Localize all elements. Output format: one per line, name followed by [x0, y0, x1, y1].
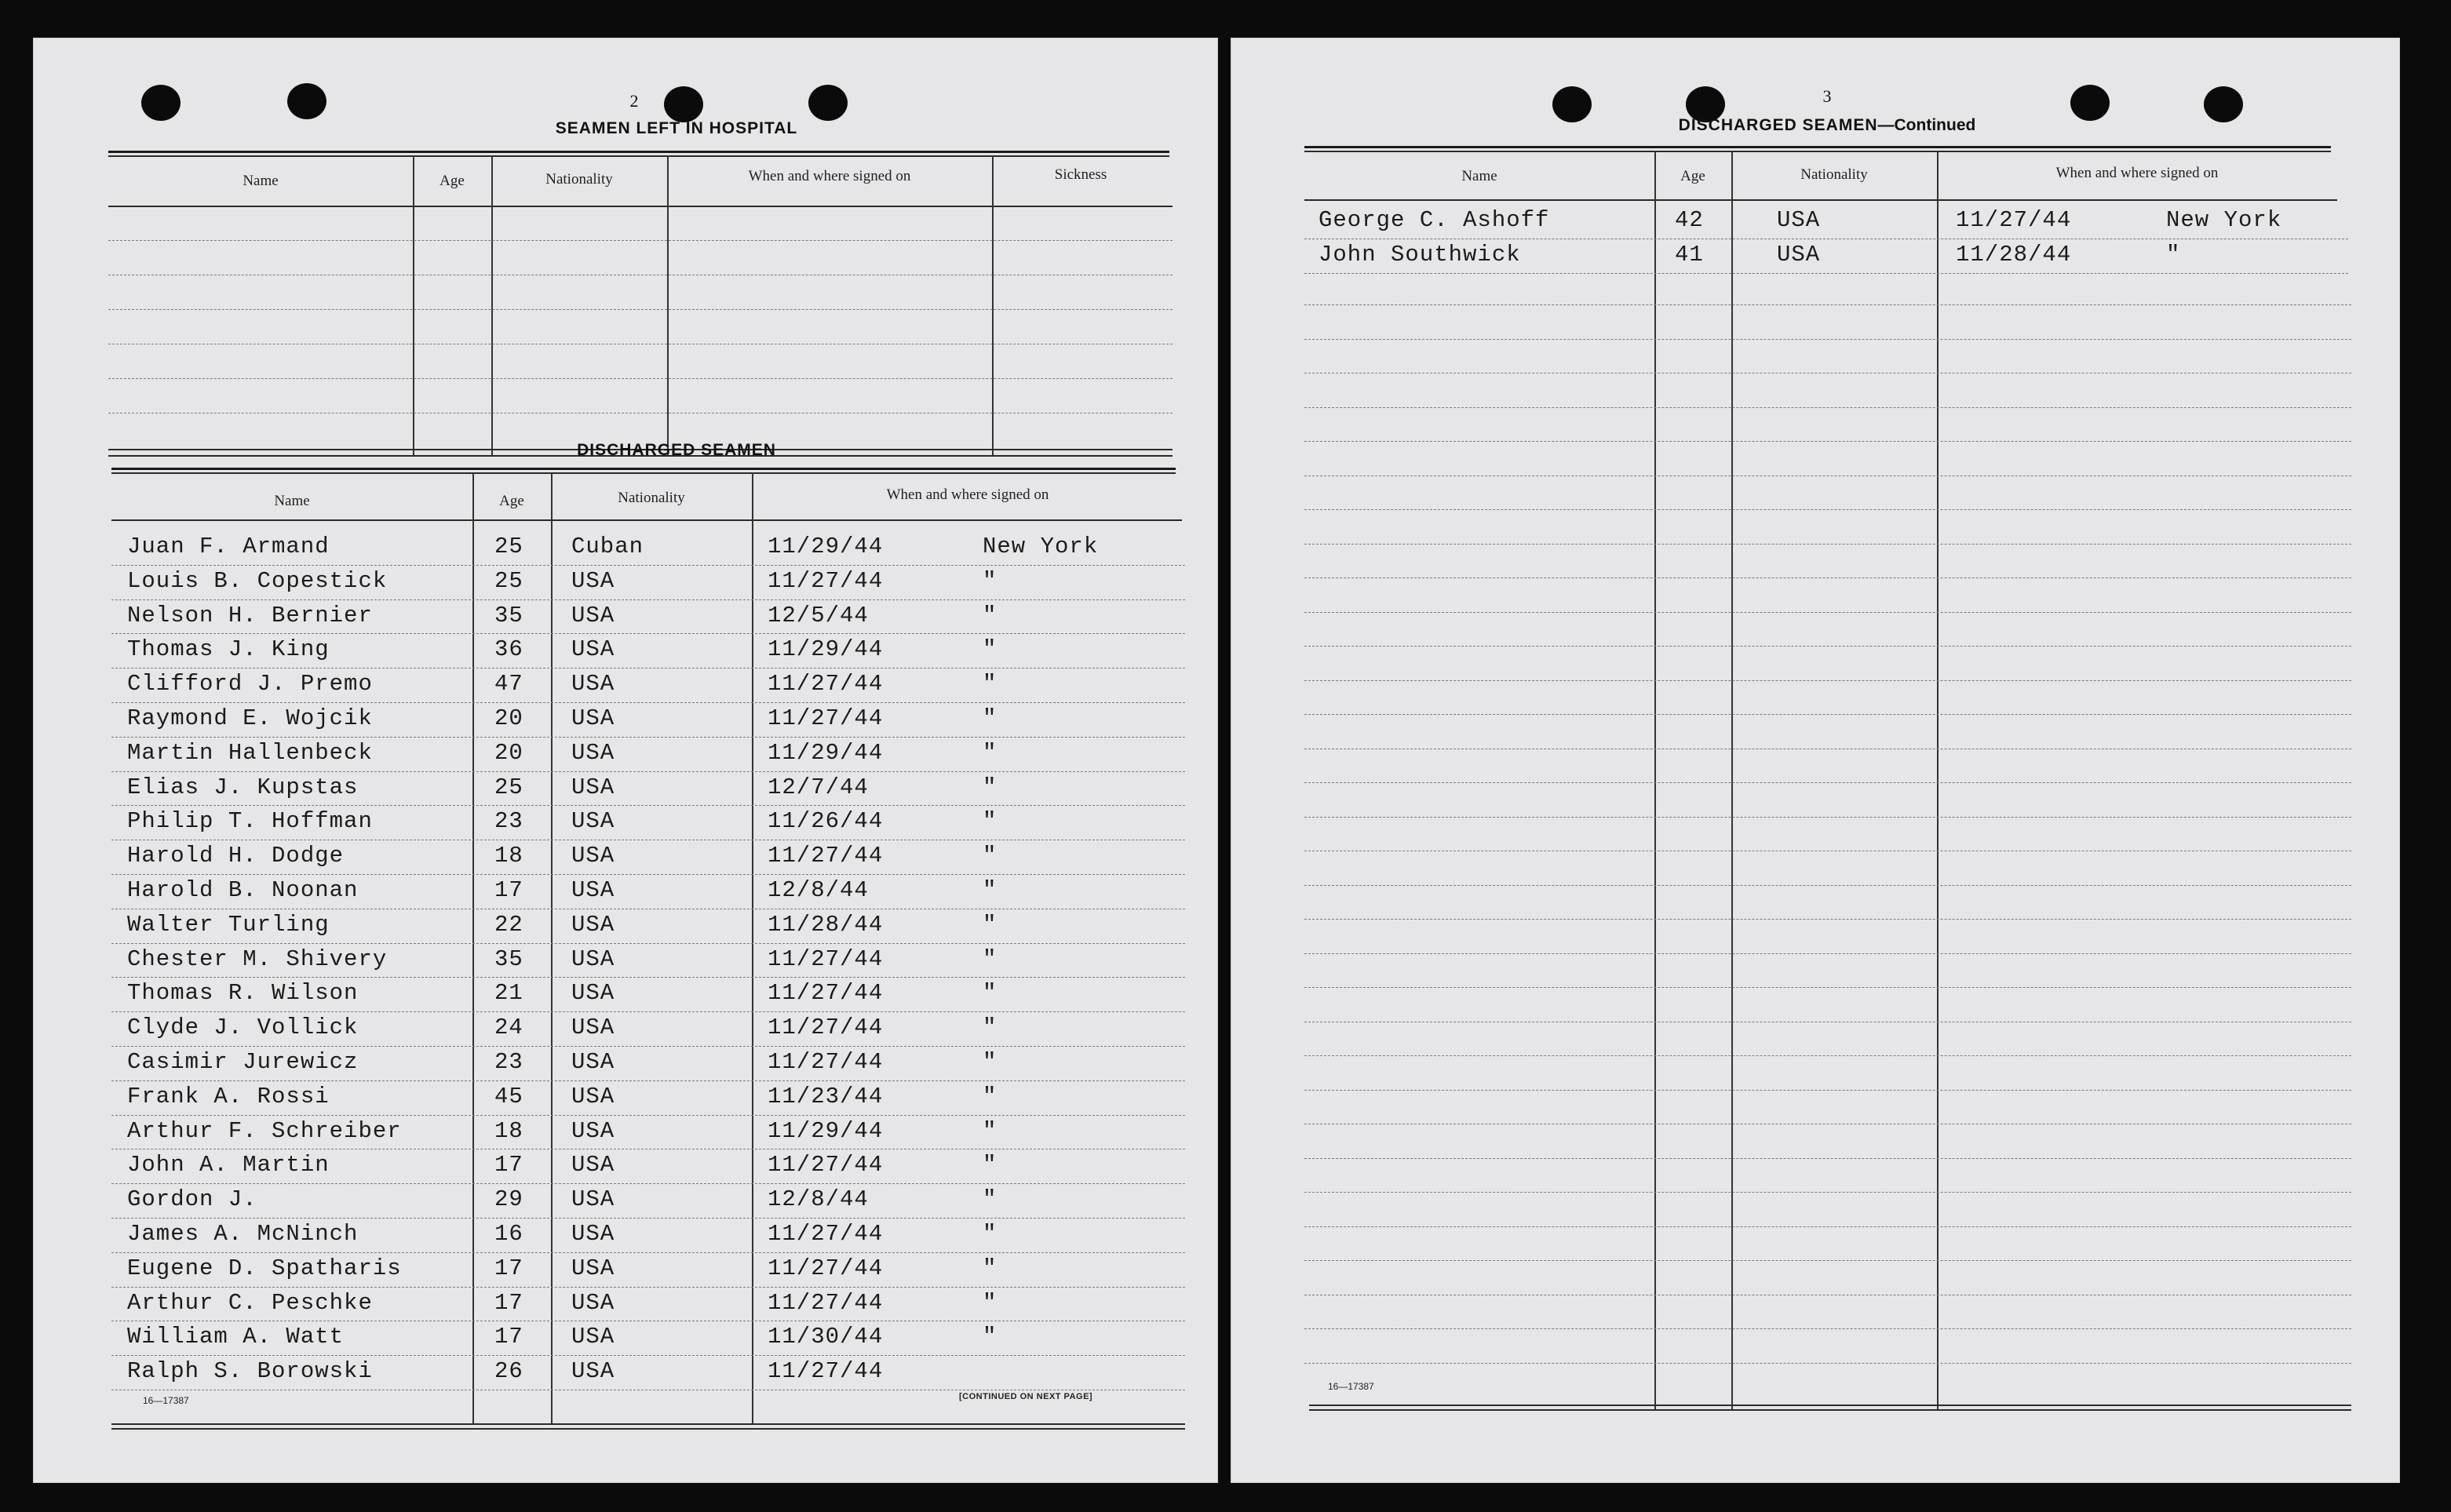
row-date: 11/27/44 — [768, 671, 884, 698]
row-rule — [111, 668, 1185, 669]
punch-hole — [664, 86, 703, 122]
left-page — [33, 38, 1218, 1483]
row-rule — [1304, 273, 2348, 274]
row-date: 11/29/44 — [768, 1117, 884, 1144]
row-place: " — [983, 705, 998, 731]
ruled-line — [1304, 919, 2351, 920]
hospital-col-nationality: Nationality — [545, 171, 613, 188]
page-number: 3 — [1822, 86, 1832, 106]
row-place: " — [983, 567, 998, 594]
row-age: 26 — [494, 1358, 523, 1385]
row-date: 11/26/44 — [768, 808, 884, 835]
row-date: 11/27/44 — [768, 705, 884, 731]
row-age: 42 — [1675, 207, 1704, 233]
row-nationality: Cuban — [571, 534, 644, 559]
row-age: 35 — [494, 602, 523, 628]
row-age: 41 — [1675, 242, 1704, 268]
continued-col-age: Age — [1680, 168, 1705, 184]
row-nationality: USA — [571, 911, 615, 938]
row-name: Chester M. Shivery — [127, 945, 388, 972]
table-rule — [111, 1428, 1185, 1430]
column-divider — [413, 155, 414, 457]
row-date: 11/27/44 — [768, 1049, 884, 1075]
column-divider — [491, 155, 493, 457]
row-name: Raymond E. Wojcik — [127, 705, 373, 731]
row-age: 20 — [494, 705, 523, 731]
ruled-line — [1304, 441, 2351, 442]
row-nationality: USA — [571, 843, 615, 869]
ruled-line — [1304, 1363, 2351, 1364]
row-rule — [111, 874, 1185, 875]
row-place: " — [983, 636, 998, 663]
row-date: 11/27/44 — [768, 567, 884, 594]
ruled-line — [1304, 475, 2351, 476]
row-place: " — [983, 980, 998, 1007]
row-nationality: USA — [571, 1152, 615, 1179]
row-nationality: USA — [571, 1083, 615, 1109]
row-age: 18 — [494, 843, 523, 869]
ruled-line — [108, 240, 1173, 241]
row-date: 11/27/44 — [768, 1255, 884, 1281]
continued-col-signed-on: When and where signed on — [2055, 165, 2219, 181]
row-nationality: USA — [571, 1221, 615, 1247]
row-age: 36 — [494, 636, 523, 663]
row-rule — [111, 1011, 1185, 1012]
row-nationality: USA — [571, 1117, 615, 1144]
row-age: 23 — [494, 1049, 523, 1075]
row-place: " — [983, 1049, 998, 1075]
row-age: 17 — [494, 1324, 523, 1350]
row-name: George C. Ashoff — [1319, 207, 1550, 233]
row-date: 11/27/44 — [768, 945, 884, 972]
row-date: 12/5/44 — [768, 602, 869, 628]
ruled-line — [108, 378, 1173, 379]
row-name: Clyde J. Vollick — [127, 1015, 359, 1041]
row-age: 17 — [494, 1255, 523, 1281]
row-nationality: USA — [571, 671, 615, 698]
row-place: " — [983, 945, 998, 972]
row-name: John A. Martin — [127, 1152, 330, 1179]
row-name: Nelson H. Bernier — [127, 602, 373, 628]
ruled-line — [1304, 612, 2351, 613]
row-rule — [111, 633, 1185, 634]
row-rule — [111, 737, 1185, 738]
ruled-line — [1304, 1328, 2351, 1329]
form-number: 16—17387 — [143, 1395, 189, 1406]
row-name: Harold H. Dodge — [127, 843, 345, 869]
row-place: " — [983, 774, 998, 800]
ruled-line — [1304, 304, 2351, 305]
row-nationality: USA — [571, 1015, 615, 1041]
row-rule — [111, 702, 1185, 703]
row-rule — [111, 1183, 1185, 1184]
row-age: 25 — [494, 774, 523, 800]
column-divider — [472, 472, 474, 1425]
row-name: Louis B. Copestick — [127, 567, 388, 594]
row-age: 25 — [494, 534, 523, 559]
row-date: 11/30/44 — [768, 1324, 884, 1350]
row-age: 29 — [494, 1186, 523, 1213]
row-rule — [111, 943, 1185, 944]
row-nationality: USA — [571, 636, 615, 663]
row-place: " — [983, 1289, 998, 1316]
punch-hole — [808, 85, 848, 121]
row-age: 45 — [494, 1083, 523, 1109]
ruled-line — [1304, 1055, 2351, 1056]
table-rule — [111, 472, 1176, 474]
row-age: 17 — [494, 877, 523, 903]
row-nationality: USA — [571, 1255, 615, 1281]
discharged-col-nationality: Nationality — [618, 490, 685, 506]
row-rule — [111, 771, 1185, 772]
row-nationality: USA — [571, 1358, 615, 1385]
row-date: 11/27/44 — [768, 980, 884, 1007]
row-nationality: USA — [571, 774, 615, 800]
ruled-line — [108, 413, 1173, 414]
row-nationality: USA — [571, 1049, 615, 1075]
ruled-line — [1304, 1226, 2351, 1227]
column-divider — [992, 155, 994, 457]
column-divider — [667, 155, 669, 457]
row-nationality: USA — [571, 1289, 615, 1316]
ruled-line — [1304, 817, 2351, 818]
row-name: John Southwick — [1319, 242, 1521, 268]
row-nationality: USA — [571, 739, 615, 766]
row-date: 11/28/44 — [768, 911, 884, 938]
row-rule — [111, 1080, 1185, 1081]
row-nationality: USA — [1777, 207, 1821, 233]
row-nationality: USA — [571, 602, 615, 628]
hospital-col-age: Age — [440, 173, 465, 189]
continued-note: [CONTINUED ON NEXT PAGE] — [959, 1392, 1093, 1401]
row-name: Arthur F. Schreiber — [127, 1117, 402, 1144]
row-place: " — [983, 911, 998, 938]
row-nationality: USA — [571, 1186, 615, 1213]
ruled-line — [108, 309, 1173, 310]
row-place: " — [983, 1117, 998, 1144]
row-date: 11/29/44 — [768, 534, 884, 559]
row-place: " — [983, 671, 998, 698]
row-name: Arthur C. Peschke — [127, 1289, 373, 1316]
continued-title-suffix: —Continued — [1877, 116, 1976, 134]
discharged-col-name: Name — [274, 493, 310, 509]
continued-col-nationality: Nationality — [1800, 166, 1868, 183]
row-age: 35 — [494, 945, 523, 972]
row-rule — [111, 599, 1185, 600]
ruled-line — [1304, 407, 2351, 408]
ruled-line — [1304, 509, 2351, 510]
ruled-line — [1304, 953, 2351, 954]
row-date: 11/23/44 — [768, 1083, 884, 1109]
table-rule — [1304, 199, 2337, 201]
row-date: 11/27/44 — [768, 843, 884, 869]
table-rule — [108, 155, 1169, 157]
row-place: " — [983, 843, 998, 869]
row-name: James A. McNinch — [127, 1221, 359, 1247]
row-rule — [111, 1115, 1185, 1116]
column-divider — [752, 472, 753, 1425]
punch-hole — [2204, 86, 2243, 122]
row-nationality: USA — [571, 1324, 615, 1350]
hospital-section-title: SEAMEN LEFT IN HOSPITAL — [555, 119, 798, 137]
form-number: 16—17387 — [1328, 1381, 1374, 1392]
row-name: Elias J. Kupstas — [127, 774, 359, 800]
hospital-col-signed-on: When and where signed on — [748, 168, 911, 184]
row-place: " — [983, 1083, 998, 1109]
row-rule — [111, 977, 1185, 978]
table-rule — [108, 151, 1169, 153]
ruled-line — [1304, 646, 2351, 647]
row-date: 11/27/44 — [768, 1015, 884, 1041]
ruled-line — [1304, 1260, 2351, 1261]
row-date: 11/27/44 — [768, 1358, 884, 1385]
row-name: Philip T. Hoffman — [127, 808, 373, 835]
discharged-section-title: DISCHARGED SEAMEN — [577, 441, 776, 459]
row-age: 24 — [494, 1015, 523, 1041]
hospital-col-sickness: Sickness — [1054, 166, 1107, 183]
row-date: 11/27/44 — [768, 1152, 884, 1179]
table-rule — [111, 468, 1176, 470]
row-age: 21 — [494, 980, 523, 1007]
row-name: Walter Turling — [127, 911, 330, 938]
row-age: 17 — [494, 1152, 523, 1179]
row-place: " — [983, 602, 998, 628]
discharged-col-age: Age — [499, 493, 524, 509]
row-date: 12/8/44 — [768, 877, 869, 903]
row-name: William A. Watt — [127, 1324, 345, 1350]
row-nationality: USA — [571, 567, 615, 594]
row-name: Juan F. Armand — [127, 534, 330, 559]
row-nationality: USA — [571, 705, 615, 731]
row-age: 47 — [494, 671, 523, 698]
row-rule — [111, 1252, 1185, 1253]
row-nationality: USA — [571, 808, 615, 835]
row-age: 16 — [494, 1221, 523, 1247]
row-place: " — [983, 808, 998, 835]
row-name: Thomas R. Wilson — [127, 980, 359, 1007]
row-date: 11/27/44 — [768, 1289, 884, 1316]
row-name: Martin Hallenbeck — [127, 739, 373, 766]
discharged-col-signed-on: When and where signed on — [886, 486, 1049, 503]
row-name: Casimir Jurewicz — [127, 1049, 359, 1075]
table-rule — [1309, 1409, 2351, 1411]
row-place: " — [983, 739, 998, 766]
table-rule — [1309, 1405, 2351, 1406]
table-rule — [111, 519, 1182, 521]
row-nationality: USA — [571, 945, 615, 972]
table-rule — [108, 206, 1173, 207]
column-divider — [551, 472, 553, 1425]
row-age: 17 — [494, 1289, 523, 1316]
column-divider — [1654, 151, 1656, 1411]
continued-section-title — [1560, 116, 2094, 135]
ruled-line — [1304, 680, 2351, 681]
row-place: " — [983, 1152, 998, 1179]
right-page — [1231, 38, 2400, 1483]
row-date: 11/29/44 — [768, 739, 884, 766]
ruled-line — [1304, 339, 2351, 340]
hospital-col-name: Name — [243, 173, 279, 189]
row-age: 22 — [494, 911, 523, 938]
row-place: " — [983, 1324, 998, 1350]
row-rule — [111, 1355, 1185, 1356]
row-name: Ralph S. Borowski — [127, 1358, 373, 1385]
row-rule — [111, 565, 1185, 566]
row-name: Harold B. Noonan — [127, 877, 359, 903]
row-date: 11/27/44 — [1956, 207, 2072, 233]
row-place: " — [983, 1186, 998, 1213]
row-place: " — [983, 877, 998, 903]
row-date: 12/7/44 — [768, 774, 869, 800]
row-age: 20 — [494, 739, 523, 766]
ruled-line — [1304, 987, 2351, 988]
ruled-line — [1304, 577, 2351, 578]
column-divider — [1937, 151, 1939, 1411]
row-date: 11/28/44 — [1956, 242, 2072, 268]
row-age: 23 — [494, 808, 523, 835]
continued-title-main: DISCHARGED SEAMEN — [1678, 116, 1878, 134]
continued-col-name: Name — [1461, 168, 1497, 184]
row-name: Clifford J. Premo — [127, 671, 373, 698]
row-place: New York — [983, 534, 1099, 559]
ruled-line — [1304, 544, 2351, 545]
row-place: " — [983, 1015, 998, 1041]
row-place: New York — [2166, 207, 2282, 233]
row-nationality: USA — [1777, 242, 1821, 268]
table-rule — [1304, 151, 2331, 152]
ruled-line — [1304, 1090, 2351, 1091]
row-rule — [111, 1218, 1185, 1219]
row-nationality: USA — [571, 877, 615, 903]
ruled-line — [1304, 1192, 2351, 1193]
row-place: " — [983, 1221, 998, 1247]
row-place: " — [2166, 242, 2181, 268]
row-age: 25 — [494, 567, 523, 594]
row-place: " — [983, 1255, 998, 1281]
page-number: 2 — [629, 91, 639, 111]
ruled-line — [1304, 714, 2351, 715]
ruled-line — [1304, 885, 2351, 886]
row-rule — [111, 1287, 1185, 1288]
ruled-line — [1304, 1158, 2351, 1159]
row-name: Frank A. Rossi — [127, 1083, 330, 1109]
table-rule — [111, 1423, 1185, 1425]
column-divider — [1731, 151, 1733, 1411]
table-rule — [1304, 146, 2331, 148]
row-name: Eugene D. Spatharis — [127, 1255, 402, 1281]
ruled-line — [1304, 782, 2351, 783]
punch-hole — [287, 83, 326, 119]
row-name: Thomas J. King — [127, 636, 330, 663]
row-age: 18 — [494, 1117, 523, 1144]
row-rule — [111, 1046, 1185, 1047]
row-date: 12/8/44 — [768, 1186, 869, 1213]
row-rule — [111, 805, 1185, 806]
punch-hole — [141, 85, 181, 121]
row-name: Gordon J. — [127, 1186, 257, 1213]
row-date: 11/27/44 — [768, 1221, 884, 1247]
row-date: 11/29/44 — [768, 636, 884, 663]
row-nationality: USA — [571, 980, 615, 1007]
